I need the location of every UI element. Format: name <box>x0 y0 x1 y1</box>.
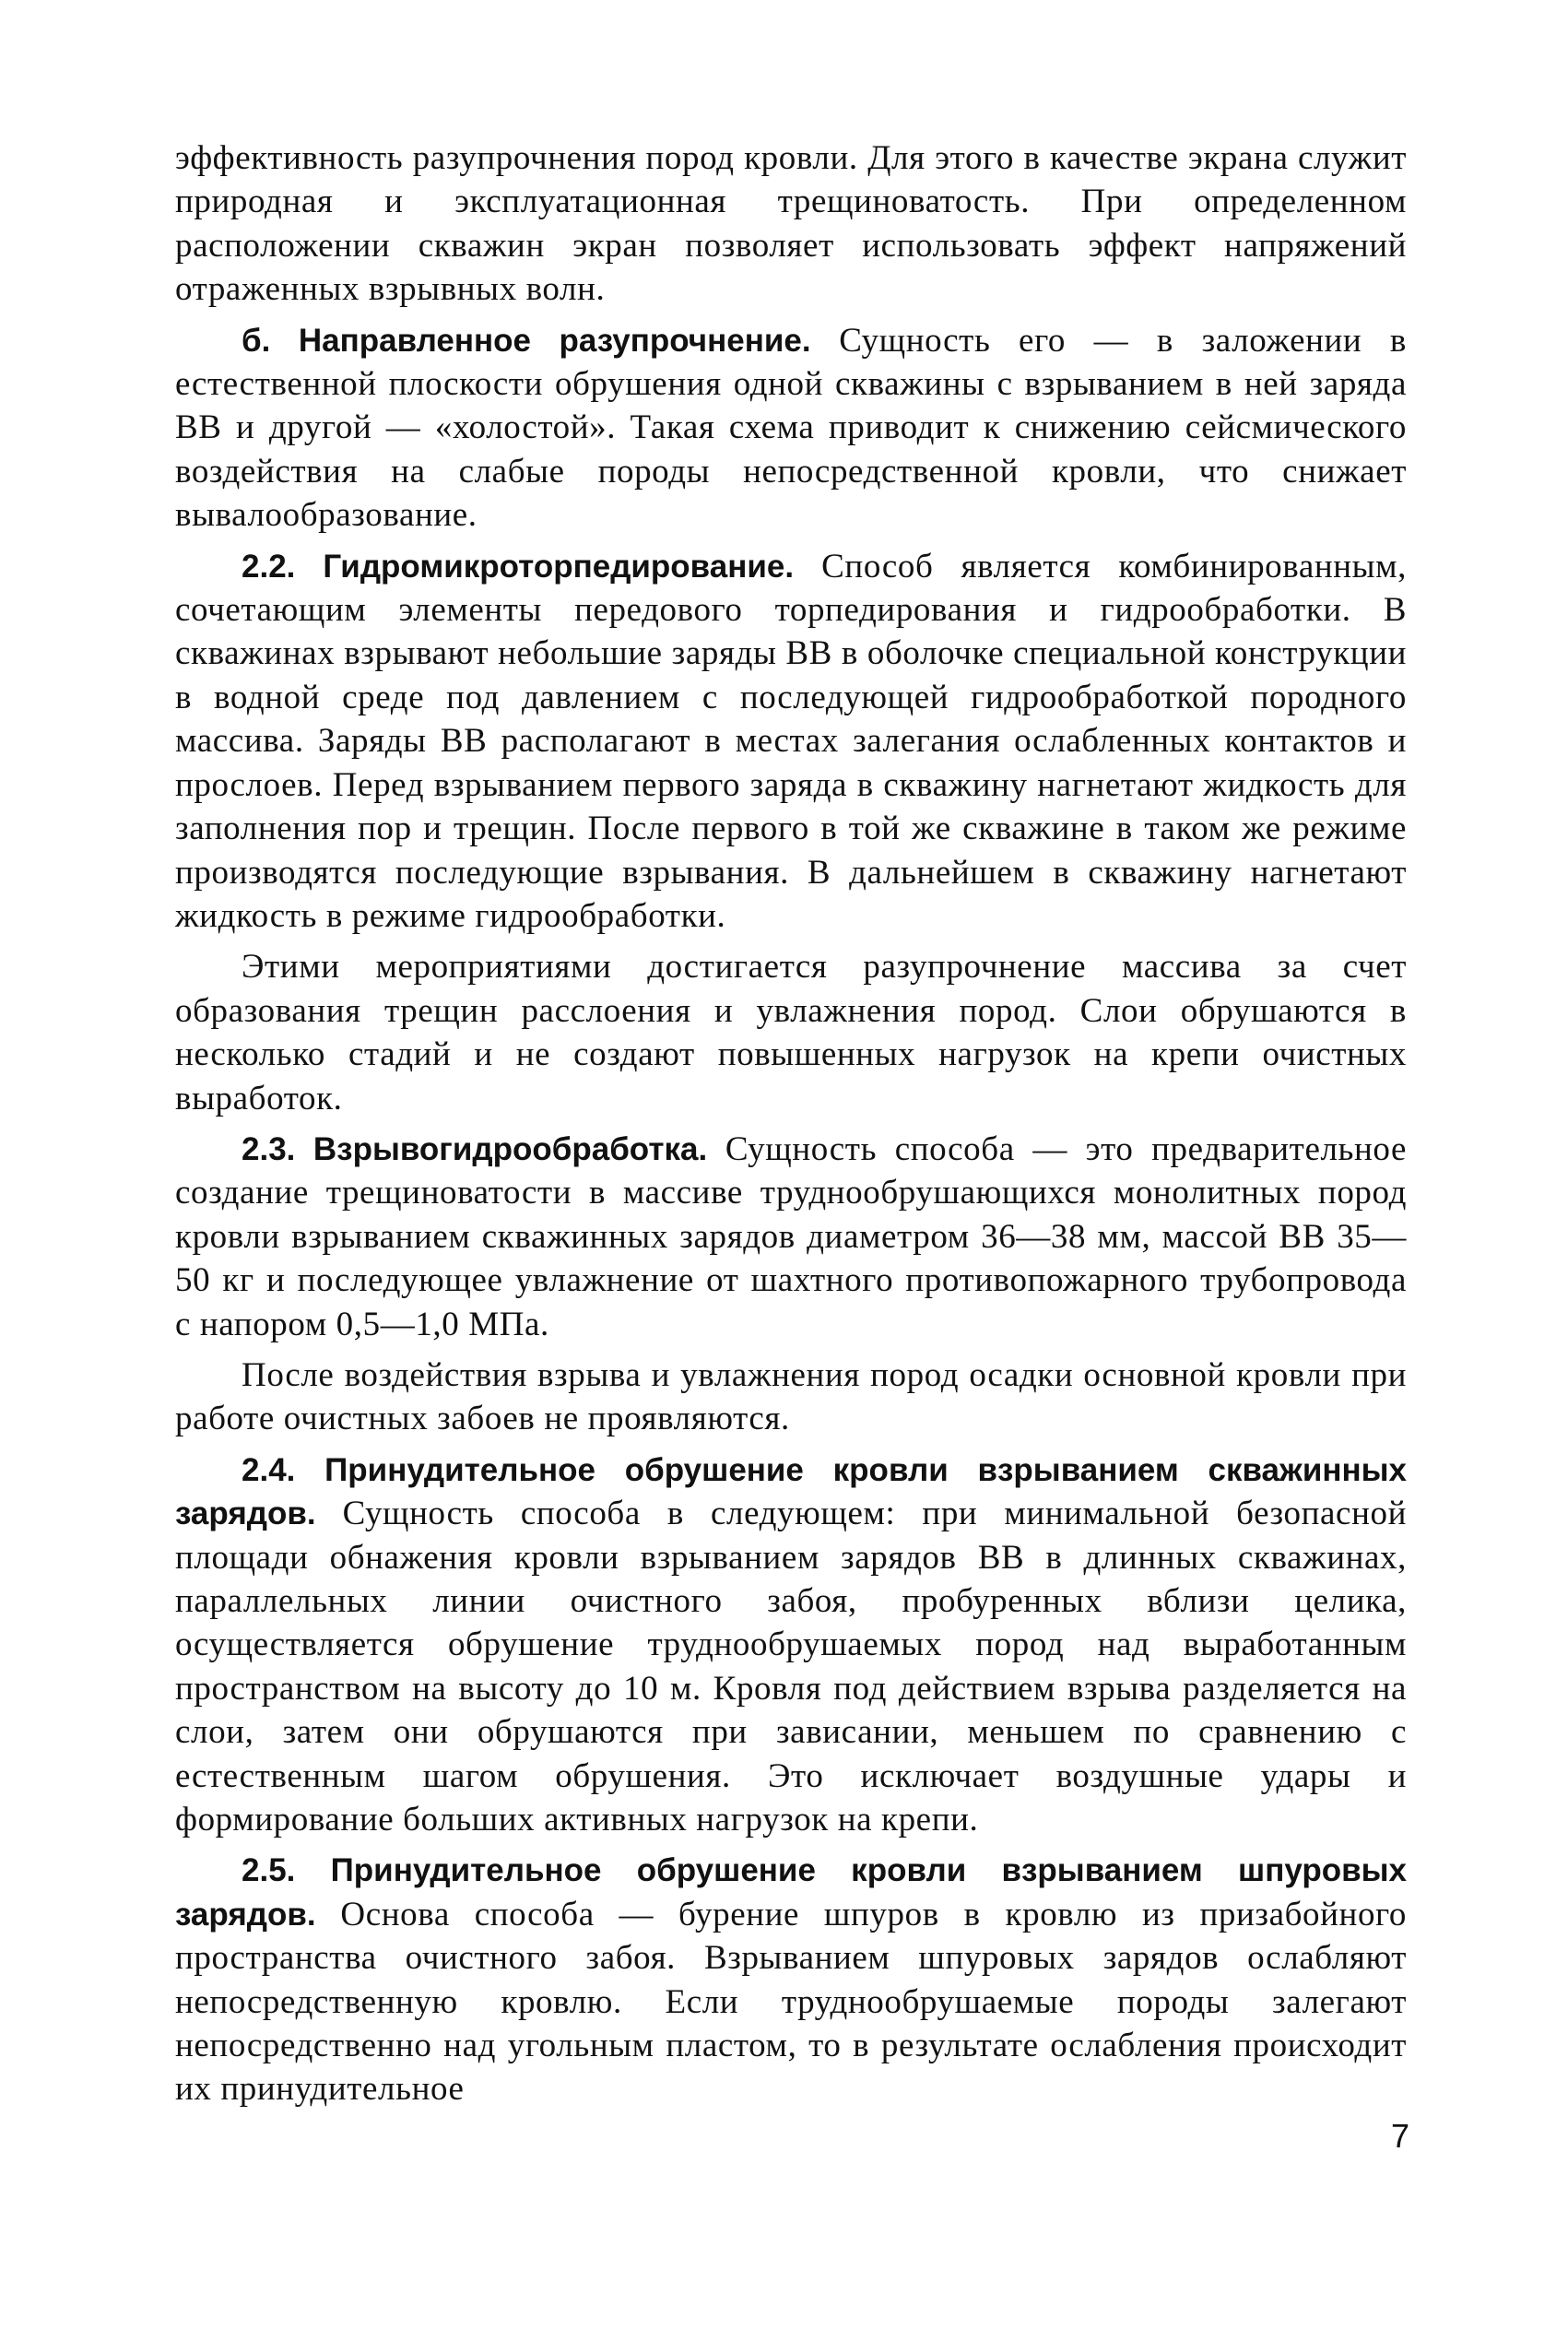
paragraph-shot-hole-charges <box>175 1849 1407 2110</box>
paragraph-after-blast <box>175 1354 1407 1441</box>
section-heading: 2.2. Гидромикроторпедирование. <box>242 548 795 585</box>
section-heading: 2.3. Взрывогидрообработка. <box>242 1130 708 1167</box>
paragraph-text: После воздействия взрыва и увлажнения пород осадки основной кровли при работе очистных забоев не проявляются. <box>175 1355 1407 1438</box>
page-body <box>175 136 1407 2111</box>
paragraph-blast-hydro <box>175 1128 1407 1346</box>
paragraph-text: Сущность его — в заложении в естественной плоскости обрушения одной скважины с взрыванием в ней заряда ВВ и другой — «холостой». Такая схема приводит к снижению сейсмического воздействия на слабые породы непосредственной кровли, что снижает вывалообразование. <box>175 321 1407 535</box>
paragraph-hydromicrotorpedo <box>175 545 1407 939</box>
paragraph-text: Сущность способа — это предварительное создание трещиноватости в массиве труднообрушающихся монолитных пород кровли взрыванием скважинных зарядов диаметром 36—38 мм, массой ВВ 35—50 кг и последующее увлажнение от шахтного противопожарного трубопровода с напором 0,5—1,0 МПа. <box>175 1129 1407 1343</box>
paragraph-borehole-charges <box>175 1448 1407 1842</box>
paragraph-text: Этими мероприятиями достигается разупрочнение массива за счет образования трещин расслоения и увлажнения пород. Слои обрушаются в несколько стадий и не создают повышенных нагрузок на крепи очистных выработок. <box>175 948 1407 1117</box>
page-number: 7 <box>1390 2117 1409 2155</box>
paragraph-text: Сущность способа в следующем: при минимальной безопасной площади обнажения кровли взрыванием зарядов ВВ в длинных скважинах, параллельных линии очистного забоя, пробуренных вблизи целика, осуществляется обрушение труднообрушаемых пород над выработанным пространством на высоту до 10 м. Кровля под действием взрыва разделяется на слои, затем они обрушаются при зависании, меньшем по сравнению с естественным шагом обрушения. Это исключает воздушные удары и формирование больших активных нагрузок на крепи. <box>175 1495 1407 1839</box>
paragraph-text: Основа способа — бурение шпуров в кровлю из призабойного пространства очистного забоя. Взрыванием шпуровых зарядов ослабляют непосредственную кровлю. Если труднообрушаемые породы залегают непосредственно над угольным пластом, то в результате ослабления происходит их принудительное <box>175 1895 1407 2109</box>
section-heading: 2.5. Принудительное обрушение кровли взрыванием шпуровых зарядов. <box>175 1852 1407 1933</box>
paragraph-text: эффективность разупрочнения пород кровли. Для этого в качестве экрана служит природная и эксплуатационная трещиноватость. При определенном расположении скважин экран позволяет использовать эффект напряжений отраженных взрывных волн. <box>175 139 1407 309</box>
paragraph-directed-weakening <box>175 319 1407 538</box>
section-heading: б. Направленное разупрочнение. <box>242 322 811 359</box>
paragraph-continuation <box>175 136 1407 312</box>
paragraph-text: Способ является комбинированным, сочетающим элементы передового торпедирования и гидрообработки. В скважинах взрывают небольшие заряды ВВ в оболочке специальной конструкции в водной среде под давлением с последующей гидрообработкой породного массива. Заряды ВВ располагают в местах залегания ослабленных контактов и прослоев. Перед взрыванием первого заряда в скважину нагнетают жидкость для заполнения пор и трещин. После первого в той же скважине в таком же режиме производятся последующие взрывания. В дальнейшем в скважину нагнетают жидкость в режиме гидрообработки. <box>175 547 1407 935</box>
section-heading: 2.4. Принудительное обрушение кровли взрыванием скважинных зарядов. <box>175 1451 1407 1532</box>
paragraph-measures <box>175 945 1407 1120</box>
